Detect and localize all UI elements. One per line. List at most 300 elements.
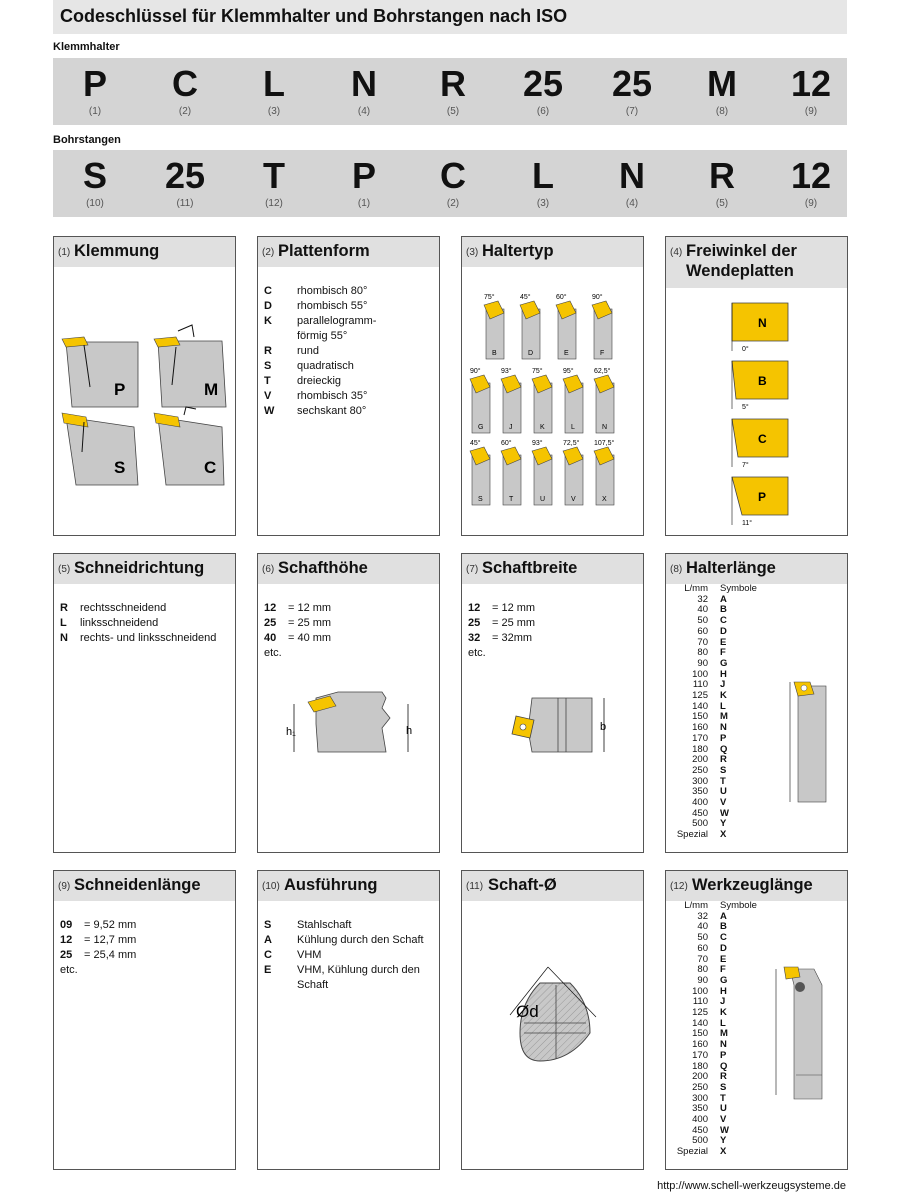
haltertyp-icon — [470, 367, 490, 433]
code-cell — [413, 150, 493, 209]
list-row — [264, 329, 376, 344]
haltertyp-angle: 62,5° — [594, 368, 611, 375]
length-value: 110 — [692, 996, 708, 1008]
length-value: 150 — [692, 711, 708, 723]
length-symbol: Y — [720, 818, 727, 830]
code-index: (7) — [625, 106, 639, 117]
list-key: L — [60, 617, 67, 629]
list-key: V — [264, 390, 272, 402]
list-row — [264, 978, 424, 993]
list-value: Kühlung durch den Schaft — [297, 934, 424, 946]
list-row — [468, 601, 535, 616]
card-number: (6) — [262, 564, 275, 575]
length-symbol: C — [720, 932, 727, 944]
length-symbol: Q — [720, 1060, 728, 1072]
card-number: (9) — [58, 881, 71, 892]
list-value: Stahlschaft — [297, 919, 352, 931]
length-symbol: V — [720, 1114, 727, 1126]
haltertyp-letter: F — [600, 350, 605, 357]
length-value: 110 — [692, 679, 708, 691]
list-key: 12 — [468, 602, 481, 614]
length-symbol: M — [720, 1028, 728, 1040]
plate-angle: 11° — [742, 520, 753, 527]
card-haltertyp — [461, 236, 644, 536]
list-row — [60, 918, 136, 933]
card-title: Schaftbreite — [482, 559, 578, 577]
length-value: 100 — [692, 668, 708, 680]
haltertyp-icon — [501, 439, 521, 505]
halterlaenge-table — [670, 584, 770, 841]
length-symbol: K — [720, 1007, 727, 1019]
freiwinkel-plate — [732, 361, 788, 411]
list-row — [264, 933, 424, 948]
footer-url[interactable]: http://www.schell-werkzeugsysteme.de — [657, 1180, 846, 1192]
length-symbol: F — [720, 647, 726, 659]
list-row — [264, 344, 376, 359]
list-value: = 25,4 mm — [84, 949, 137, 961]
card-schneidenlaenge — [53, 870, 236, 1170]
card-halterlaenge — [665, 553, 848, 853]
length-value: 200 — [692, 754, 708, 766]
list-key: R — [60, 602, 68, 614]
code-letter: 25 — [522, 63, 564, 104]
clamp-p-illustration — [62, 337, 138, 407]
list-value: rund — [297, 345, 320, 357]
length-value: 80 — [697, 647, 708, 659]
length-value: 300 — [692, 775, 708, 787]
list-key: A — [264, 934, 272, 946]
dim-h: h — [406, 725, 413, 737]
code-index: (3) — [267, 106, 281, 117]
col-header: L/mm — [684, 900, 708, 911]
length-value: 70 — [697, 636, 708, 648]
code-index: (5) — [715, 198, 729, 209]
card-schafthoehe — [257, 553, 440, 853]
haltertyp-letter: S — [478, 496, 483, 503]
code-letter: M — [707, 63, 737, 104]
length-symbol: W — [720, 1124, 729, 1136]
length-value: 70 — [697, 953, 708, 965]
length-symbol: X — [720, 829, 727, 841]
list-value: rhombisch 35° — [297, 390, 368, 402]
haltertyp-angle: 107,5° — [594, 440, 615, 447]
list-value: VHM — [297, 949, 322, 961]
col-header: Symbole — [720, 583, 757, 594]
code-index: (4) — [357, 106, 371, 117]
haltertyp-angle: 95° — [563, 368, 574, 375]
length-symbol: J — [720, 996, 726, 1008]
card-header — [666, 554, 847, 584]
list-value: quadratisch — [297, 360, 354, 372]
table-row — [670, 830, 770, 841]
length-value: 32 — [697, 910, 708, 922]
length-symbol: G — [720, 974, 728, 986]
code-index: (2) — [178, 106, 192, 117]
card-ausfuehrung — [257, 870, 440, 1170]
length-symbol: W — [720, 807, 729, 819]
page-title: Codeschlüssel für Klemmhalter und Bohrstangen nach ISO — [60, 6, 568, 26]
code-index: (1) — [357, 198, 371, 209]
card-title: Schaft-Ø — [488, 876, 557, 894]
clamp-label-c: C — [204, 458, 217, 477]
card-number: (10) — [262, 881, 280, 892]
list-value: rechts- und linksschneidend — [80, 632, 217, 644]
list-value: = 32mm — [492, 632, 533, 644]
haltertyp-icon — [563, 439, 583, 505]
table-row — [670, 734, 770, 745]
list-value: = 25 mm — [288, 617, 332, 629]
length-symbol: V — [720, 797, 727, 809]
length-value: 125 — [692, 1007, 708, 1019]
list-value: = 9,52 mm — [84, 919, 137, 931]
card-title: Haltertyp — [482, 242, 554, 260]
list-row — [60, 948, 136, 963]
code-index: (12) — [265, 198, 283, 209]
code-letter: R — [440, 63, 466, 104]
card-number: (1) — [58, 247, 71, 258]
klemmhalter-code-band — [53, 58, 847, 125]
code-index: (5) — [446, 106, 460, 117]
card-title: Klemmung — [74, 242, 160, 260]
length-value: Spezial — [676, 829, 708, 841]
card-header — [54, 237, 235, 267]
haltertyp-icon — [532, 439, 552, 505]
length-value: 450 — [692, 1124, 708, 1136]
list-key: 40 — [264, 632, 277, 644]
haltertyp-angle: 90° — [592, 294, 603, 301]
list-key: C — [264, 949, 272, 961]
length-value: 90 — [697, 657, 708, 669]
code-index: (2) — [446, 198, 460, 209]
schneidrichtung-list — [60, 601, 216, 646]
list-key: S — [264, 919, 272, 931]
list-key: 25 — [264, 617, 277, 629]
code-cell — [771, 150, 851, 209]
length-value: 40 — [697, 921, 708, 933]
haltertyp-letter: E — [564, 350, 569, 357]
list-key: 12 — [264, 602, 277, 614]
code-cell — [592, 58, 672, 117]
code-letter: 12 — [790, 155, 832, 196]
bohrstangen-label: Bohrstangen — [53, 134, 121, 146]
card-header — [666, 871, 847, 901]
list-key: 25 — [468, 617, 481, 629]
list-key: W — [264, 405, 275, 417]
haltertyp-icon — [520, 293, 540, 359]
etc-text: etc. — [264, 647, 282, 659]
haltertyp-icon — [501, 367, 521, 433]
list-value: förmig 55° — [297, 330, 348, 342]
length-value: 450 — [692, 807, 708, 819]
haltertyp-letter: B — [492, 350, 497, 357]
length-value: 200 — [692, 1071, 708, 1083]
code-cell — [324, 150, 404, 209]
card-schaft-d — [461, 870, 644, 1170]
halterlaenge-illustration — [784, 678, 844, 808]
code-letter: T — [263, 155, 285, 196]
length-value: 180 — [692, 743, 708, 755]
table-row — [670, 627, 770, 638]
code-letter: R — [709, 155, 735, 196]
card-header — [258, 237, 439, 267]
plate-angle: 0° — [742, 346, 749, 353]
werkzeuglaenge-illustration — [774, 965, 834, 1105]
card-header — [54, 871, 235, 901]
code-letter: N — [351, 63, 377, 104]
code-cell — [682, 150, 762, 209]
code-cell — [234, 58, 314, 117]
haltertyp-illustration — [462, 267, 643, 535]
haltertyp-icon — [556, 293, 576, 359]
list-row — [264, 284, 376, 299]
card-title: Halterlänge — [686, 559, 776, 577]
table-row — [670, 1147, 770, 1158]
card-title: Schneidenlänge — [74, 876, 201, 894]
length-value: 60 — [697, 625, 708, 637]
length-symbol: R — [720, 1071, 727, 1083]
length-symbol: E — [720, 636, 727, 648]
length-value: 140 — [692, 1017, 708, 1029]
haltertyp-angle: 75° — [532, 368, 543, 375]
length-value: 50 — [697, 932, 708, 944]
code-letter: N — [619, 155, 645, 196]
list-value: = 40 mm — [288, 632, 332, 644]
card-title: Schafthöhe — [278, 559, 368, 577]
clamp-s-illustration — [62, 413, 138, 485]
table-row — [670, 1051, 770, 1062]
length-value: 80 — [697, 964, 708, 976]
card-number: (2) — [262, 247, 275, 258]
haltertyp-letter: K — [540, 424, 545, 431]
length-value: 90 — [697, 974, 708, 986]
length-symbol: S — [720, 764, 727, 776]
list-value: linksschneidend — [80, 617, 159, 629]
list-value: VHM, Kühlung durch den — [297, 964, 420, 976]
list-key: C — [264, 285, 272, 297]
length-symbol: A — [720, 910, 727, 922]
list-row — [264, 299, 376, 314]
etc-text: etc. — [468, 647, 486, 659]
card-schaftbreite — [461, 553, 644, 853]
code-index: (8) — [715, 106, 729, 117]
length-symbol: B — [720, 921, 727, 933]
list-row — [264, 389, 376, 404]
code-cell — [324, 58, 404, 117]
clamp-label-s: S — [114, 458, 126, 477]
length-symbol: T — [720, 775, 726, 787]
bohrstangen-code-band — [53, 150, 847, 217]
list-key: T — [264, 375, 271, 387]
code-cell — [682, 58, 762, 117]
list-key: 32 — [468, 632, 481, 644]
code-index: (9) — [804, 198, 818, 209]
length-value: 400 — [692, 797, 708, 809]
list-row — [60, 631, 216, 646]
code-cell — [413, 58, 493, 117]
code-letter: P — [82, 63, 107, 104]
length-symbol: K — [720, 690, 727, 702]
length-symbol: P — [720, 732, 727, 744]
code-letter: C — [440, 155, 466, 196]
list-value: Schaft — [297, 979, 329, 991]
list-key: N — [60, 632, 68, 644]
klemmung-illustration — [54, 267, 235, 535]
length-symbol: U — [720, 1103, 727, 1115]
code-letter: L — [263, 63, 285, 104]
schaft-d-illustration — [462, 961, 643, 1161]
schaftbreite-list — [468, 601, 535, 661]
dim-b: b — [600, 721, 607, 733]
haltertyp-icon — [594, 367, 614, 433]
dim-d: Ød — [516, 1002, 539, 1021]
list-row — [468, 616, 535, 631]
freiwinkel-plate — [732, 303, 788, 353]
code-index: (1) — [88, 106, 102, 117]
schafthoehe-list — [264, 601, 331, 661]
list-row — [264, 963, 424, 978]
length-value: 160 — [692, 722, 708, 734]
length-symbol: S — [720, 1081, 727, 1093]
length-symbol: R — [720, 754, 727, 766]
list-row — [264, 601, 331, 616]
haltertyp-angle: 60° — [556, 294, 567, 301]
list-row — [264, 948, 424, 963]
code-letter: P — [351, 155, 376, 196]
code-letter: 25 — [611, 63, 653, 104]
code-cell — [145, 58, 225, 117]
length-value: 250 — [692, 1081, 708, 1093]
length-symbol: D — [720, 625, 727, 637]
list-row — [60, 601, 216, 616]
schafthoehe-illustration — [258, 684, 439, 784]
ausfuehrung-list — [264, 918, 424, 993]
code-cell — [55, 58, 135, 117]
code-cell — [145, 150, 225, 209]
length-symbol: J — [720, 679, 726, 691]
length-value: 180 — [692, 1060, 708, 1072]
list-row — [264, 631, 331, 646]
card-werkzeuglaenge — [665, 870, 848, 1170]
haltertyp-letter: D — [528, 350, 534, 357]
list-value: parallelogramm- — [297, 315, 377, 327]
list-value: = 12 mm — [492, 602, 536, 614]
list-row — [264, 404, 376, 419]
length-symbol: A — [720, 593, 727, 605]
list-key: 12 — [60, 934, 73, 946]
plate-angle: 7° — [742, 462, 749, 469]
code-cell — [592, 150, 672, 209]
list-value: rhombisch 80° — [297, 285, 368, 297]
length-value: 500 — [692, 818, 708, 830]
card-header — [666, 237, 847, 288]
code-letter: 12 — [790, 63, 832, 104]
list-row — [264, 374, 376, 389]
list-value: = 25 mm — [492, 617, 536, 629]
haltertyp-letter: L — [571, 424, 575, 431]
length-symbol: L — [720, 1017, 726, 1029]
card-schneidrichtung — [53, 553, 236, 853]
code-letter: C — [172, 63, 198, 104]
haltertyp-letter: G — [478, 424, 484, 431]
haltertyp-angle: 90° — [470, 368, 481, 375]
list-key: K — [264, 315, 272, 327]
haltertyp-letter: N — [602, 424, 608, 431]
code-index: (9) — [804, 106, 818, 117]
card-header — [54, 554, 235, 584]
list-row — [60, 616, 216, 631]
length-value: 32 — [697, 593, 708, 605]
freiwinkel-plate — [732, 477, 788, 527]
card-plattenform — [257, 236, 440, 536]
haltertyp-letter: U — [540, 496, 546, 503]
length-value: 350 — [692, 786, 708, 798]
length-symbol: N — [720, 722, 727, 734]
code-index: (6) — [536, 106, 550, 117]
length-value: 160 — [692, 1039, 708, 1051]
plate-angle: 5° — [742, 404, 749, 411]
length-symbol: H — [720, 668, 727, 680]
code-cell — [55, 150, 135, 209]
length-value: 400 — [692, 1114, 708, 1126]
length-value: 170 — [692, 1049, 708, 1061]
length-value: 125 — [692, 690, 708, 702]
code-index: (4) — [625, 198, 639, 209]
length-value: 50 — [697, 615, 708, 627]
card-title: Schneidrichtung — [74, 559, 205, 577]
list-key: S — [264, 360, 272, 372]
col-header: L/mm — [684, 583, 708, 594]
card-number: (5) — [58, 564, 71, 575]
list-value: rechtsschneidend — [80, 602, 167, 614]
length-value: 500 — [692, 1135, 708, 1147]
clamp-c-illustration — [154, 407, 224, 485]
code-letter: 25 — [164, 155, 206, 196]
code-cell — [503, 58, 583, 117]
haltertyp-angle: 93° — [532, 440, 543, 447]
haltertyp-letter: X — [602, 496, 607, 503]
card-title: Werkzeuglänge — [692, 876, 813, 894]
card-klemmung — [53, 236, 236, 536]
list-value: = 12 mm — [288, 602, 332, 614]
length-value: 150 — [692, 1028, 708, 1040]
haltertyp-angle: 93° — [501, 368, 512, 375]
list-key: 25 — [60, 949, 73, 961]
code-index: (10) — [86, 198, 104, 209]
length-symbol: F — [720, 964, 726, 976]
list-value: sechskant 80° — [297, 405, 367, 417]
card-number: (3) — [466, 247, 479, 258]
haltertyp-angle: 60° — [501, 440, 512, 447]
haltertyp-letter: V — [571, 496, 576, 503]
card-title: Plattenform — [278, 242, 370, 260]
length-symbol: X — [720, 1146, 727, 1158]
list-row — [264, 918, 424, 933]
list-key: D — [264, 300, 272, 312]
length-value: 60 — [697, 942, 708, 954]
length-symbol: P — [720, 1049, 727, 1061]
card-header — [462, 554, 643, 584]
card-title: Ausführung — [284, 876, 378, 894]
list-row — [60, 933, 136, 948]
card-number: (7) — [466, 564, 479, 575]
clamp-m-illustration — [154, 325, 226, 407]
card-title-line2: Wendeplatten — [686, 262, 794, 280]
length-value: 300 — [692, 1092, 708, 1104]
schaftbreite-illustration — [462, 684, 643, 794]
card-number: (4) — [670, 247, 683, 258]
code-cell — [771, 58, 851, 117]
clamp-label-m: M — [204, 380, 219, 399]
